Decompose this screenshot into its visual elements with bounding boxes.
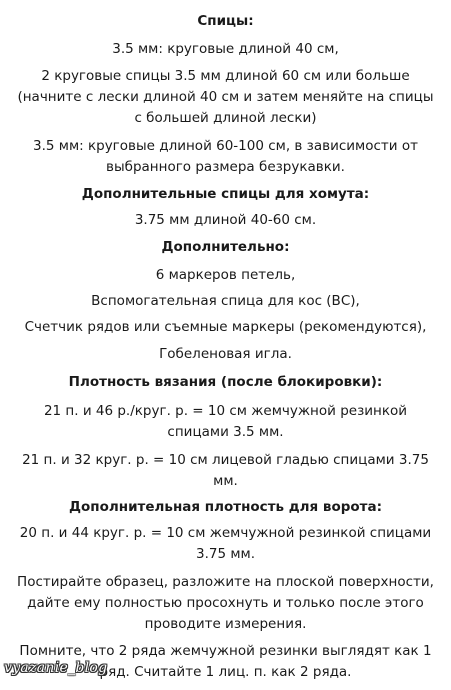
text-line: 6 маркеров петель,	[155, 267, 296, 283]
text-line: 2 круговые спицы 3.5 мм длиной 60 см или больше	[41, 68, 410, 84]
text-line: 3.5 мм: круговые длиной 60-100 см, в зависимости от	[33, 138, 418, 154]
heading-gauge: Плотность вязания (после блокировки):	[68, 374, 383, 390]
text-line: мм.	[213, 473, 238, 489]
text-line: 21 п. и 32 круг. р. = 10 см лицевой гладью спицами 3.75	[22, 452, 429, 468]
text-line: 3.5 мм: круговые длиной 40 см,	[112, 41, 339, 57]
text-line: 21 п. и 46 р./круг. р. = 10 см жемчужной резинкой	[43, 403, 408, 419]
heading-needles: Спицы:	[197, 13, 254, 29]
watermark: vyazanie_blog	[4, 660, 108, 676]
text-line: спицами 3.5 мм.	[167, 424, 284, 440]
text-line: ряд. Считайте 1 лиц. п. как 2 ряда.	[99, 664, 352, 680]
text-line: Помните, что 2 ряда жемчужной резинки выглядят как 1	[19, 643, 432, 659]
text-line: Счетчик рядов или съемные маркеры (рекомендуются),	[24, 319, 427, 335]
text-line: 20 п. и 44 круг. р. = 10 см жемчужной резинкой спицами	[19, 525, 432, 541]
heading-extra-needles: Дополнительные спицы для хомута:	[81, 186, 370, 202]
text-line: Вспомогательная спица для кос (ВС),	[91, 293, 360, 309]
text-line: 3.75 мм.	[195, 546, 255, 562]
text-line: Гобеленовая игла.	[159, 346, 292, 362]
text-line: Постирайте образец, разложите на плоской поверхности,	[17, 574, 434, 590]
text-line: с большей длиной лески)	[134, 110, 317, 126]
heading-collar-gauge: Дополнительная плотность для ворота:	[68, 499, 382, 515]
text-line: проводите измерения.	[144, 616, 307, 632]
heading-additional: Дополнительно:	[161, 239, 290, 255]
text-line: выбранного размера безрукавки.	[106, 159, 345, 175]
text-line: (начните с лески длиной 40 см и затем меняйте на спицы	[17, 89, 434, 105]
text-line: дайте ему полностью просохнуть и только после этого	[27, 595, 424, 611]
text-line: 3.75 мм длиной 40-60 см.	[134, 212, 317, 228]
